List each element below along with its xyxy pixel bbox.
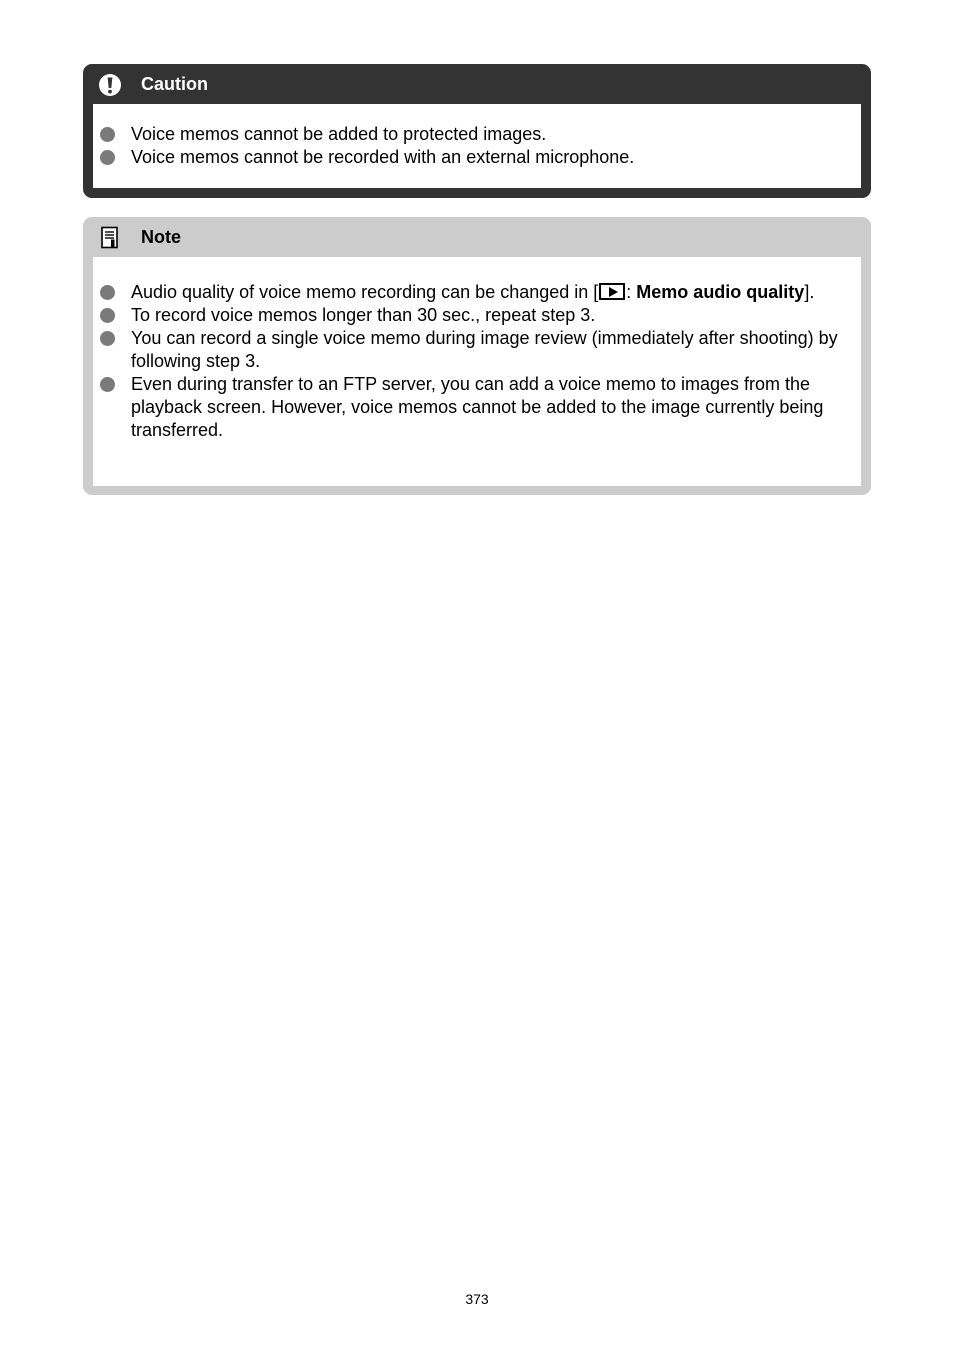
caution-item: Voice memos cannot be recorded with an external microphone. xyxy=(93,146,861,169)
bullet-icon xyxy=(100,331,115,346)
note-icon xyxy=(99,226,121,250)
caution-title: Caution xyxy=(141,74,208,94)
playback-icon xyxy=(599,283,625,300)
caution-item: Voice memos cannot be added to protected images. xyxy=(93,123,861,146)
page-number: 373 xyxy=(465,1291,489,1307)
note-body xyxy=(93,257,861,486)
note-item: You can record a single voice memo during image review (immediately after shooting) by following step 3. xyxy=(93,327,861,373)
bullet-icon xyxy=(100,308,115,323)
bullet-icon xyxy=(100,127,115,142)
note-title: Note xyxy=(141,227,181,247)
caution-box xyxy=(83,64,871,198)
note-item: Audio quality of voice memo recording can be changed in [ : Memo audio quality]. xyxy=(93,281,861,304)
note-list xyxy=(93,281,861,442)
bullet-icon xyxy=(100,150,115,165)
note-item: To record voice memos longer than 30 sec., repeat step 3. xyxy=(93,304,861,327)
note-item: Even during transfer to an FTP server, you can add a voice memo to images from the playback screen. However, voice memos cannot be added to the image currently being transferred. xyxy=(93,373,861,442)
note-header xyxy=(83,217,871,257)
bullet-icon xyxy=(100,377,115,392)
bullet-icon xyxy=(100,285,115,300)
caution-icon xyxy=(99,73,121,97)
caution-header xyxy=(83,64,871,104)
caution-list xyxy=(93,123,861,169)
note-box xyxy=(83,217,871,495)
caution-body xyxy=(93,104,861,188)
